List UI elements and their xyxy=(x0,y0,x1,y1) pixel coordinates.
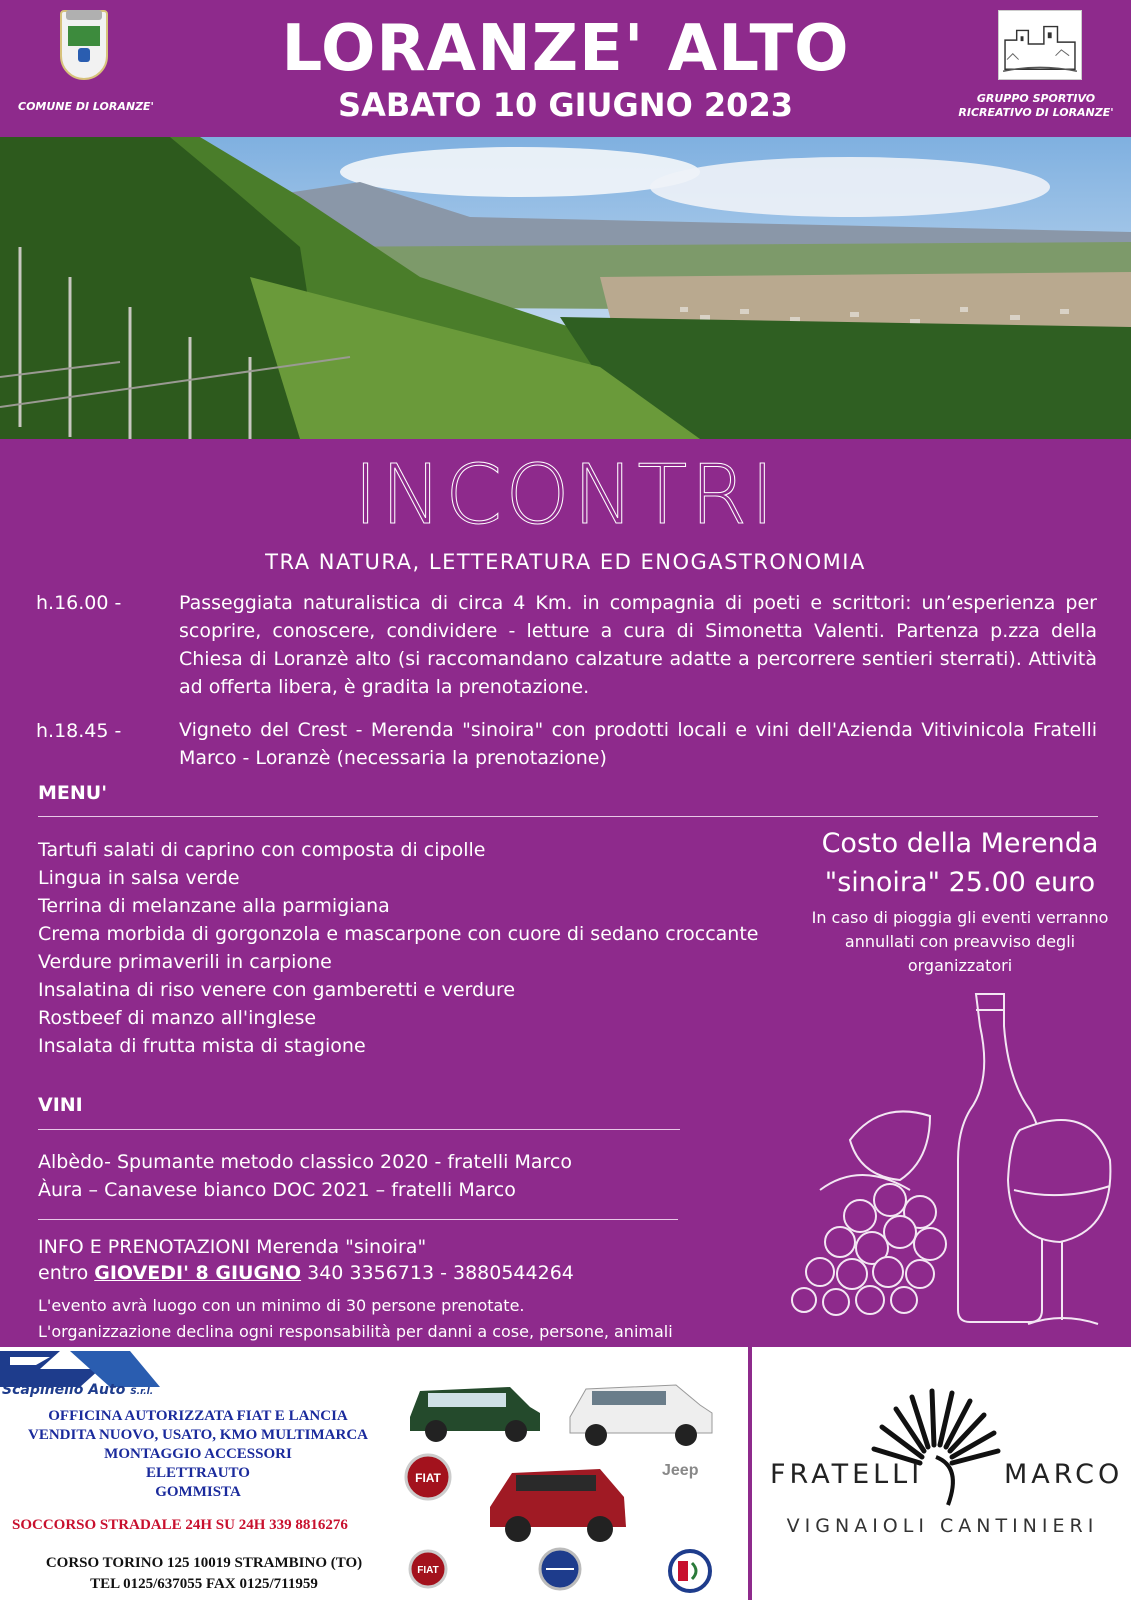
green-car-icon xyxy=(410,1387,540,1442)
cost-line-2: "sinoira" 25.00 euro xyxy=(824,867,1096,898)
info-divider xyxy=(38,1219,678,1220)
white-suv-icon xyxy=(570,1385,712,1446)
menu-item: Tartufi salati di caprino con composta di cipolle xyxy=(38,839,486,861)
menu-heading: MENU' xyxy=(38,782,108,804)
vini-list xyxy=(38,1148,572,1204)
wine-item: Albèdo- Spumante metodo classico 2020 - fratelli Marco xyxy=(38,1151,572,1173)
wine-item: Àura – Canavese bianco DOC 2021 – fratelli Marco xyxy=(38,1179,516,1201)
vini-heading: VINI xyxy=(38,1094,83,1116)
fiat-professional-logo xyxy=(410,1551,446,1587)
page-title: LORANZE' ALTO xyxy=(281,12,850,86)
menu-item: Crema morbida di gorgonzola e mascarpone con cuore di sedano croccante xyxy=(38,923,759,945)
red-car-icon xyxy=(490,1469,626,1542)
booking-phones: 340 3356713 - 3880544264 xyxy=(301,1262,574,1284)
menu-item: Insalata di frutta mista di stagione xyxy=(38,1035,366,1057)
gruppo-sportivo-caption: GRUPPO SPORTIVO RICREATIVO DI LORANZE' xyxy=(958,92,1114,119)
schedule-time-1: h.16.00 - xyxy=(36,592,122,614)
cost-line-1: Costo della Merenda xyxy=(821,828,1099,859)
event-title: INCONTRI xyxy=(353,448,778,543)
liability-note: L'organizzazione declina ogni responsabilità per danni a cose, persone, animali xyxy=(38,1322,673,1341)
fratelli-marco-sponsor-panel xyxy=(752,1347,1131,1600)
menu-item: Terrina di melanzane alla parmigiana xyxy=(38,895,390,917)
fratelli-marco-word-2: MARCO xyxy=(1004,1459,1124,1490)
roadside-assistance: SOCCORSO STRADALE 24H SU 24H 339 8816276 xyxy=(12,1517,348,1533)
menu-divider xyxy=(38,816,1098,817)
vineyard-landscape-photo xyxy=(0,137,1131,439)
menu-item: Verdure primaverili in carpione xyxy=(38,951,332,973)
event-date: SABATO 10 GIUGNO 2023 xyxy=(338,86,793,124)
vini-divider xyxy=(38,1129,680,1130)
fratelli-marco-tagline: VIGNAIOLI CANTINIERI xyxy=(786,1515,1099,1537)
schedule-time-2: h.18.45 - xyxy=(36,720,122,742)
fratelli-marco-word-1: FRATELLI xyxy=(770,1459,924,1490)
cost-box xyxy=(810,824,1110,902)
booking-deadline: GIOVEDI' 8 GIUGNO xyxy=(94,1262,302,1284)
service-line: ELETTRAUTO xyxy=(146,1465,250,1481)
menu-item: Rostbeef di manzo all'inglese xyxy=(38,1007,317,1029)
svg-text:Jeep: Jeep xyxy=(662,1462,699,1479)
info-heading: INFO E PRENOTAZIONI Merenda "sinoira" xyxy=(38,1236,427,1258)
rain-notice: In caso di pioggia gli eventi verranno annullati con preavviso degli organizzatori xyxy=(811,908,1109,975)
wine-bottle-grapes-illustration xyxy=(780,990,1120,1338)
lancia-logo xyxy=(540,1549,580,1589)
svg-text:FIAT: FIAT xyxy=(415,1471,441,1485)
svg-text:FIAT: FIAT xyxy=(417,1565,439,1576)
event-subtitle: TRA NATURA, LETTERATURA ED ENOGASTRONOMIA xyxy=(265,550,866,574)
service-line: VENDITA NUOVO, USATO, KMO MULTIMARCA xyxy=(27,1427,368,1443)
scapinello-logo-icon xyxy=(0,1347,160,1387)
scapinello-services xyxy=(8,1407,388,1502)
scapinello-name: Scapinello Auto S.r.l. xyxy=(2,1382,154,1398)
header-banner xyxy=(0,0,1131,137)
info-booking-line: entro GIOVEDI' 8 GIUGNO 340 3356713 - 3880544264 xyxy=(38,1262,574,1284)
castle-logo-icon xyxy=(998,10,1082,80)
minimum-attendance-note: L'evento avrà luogo con un minimo di 30 persone prenotate. xyxy=(38,1296,525,1315)
menu-item: Lingua in salsa verde xyxy=(38,867,240,889)
jeep-logo xyxy=(662,1462,699,1479)
service-line: OFFICINA AUTORIZZATA FIAT E LANCIA xyxy=(48,1408,348,1424)
menu-item: Insalatina di riso venere con gamberetti e verdure xyxy=(38,979,516,1001)
schedule-text-1: Passeggiata naturalistica di circa 4 Km. in compagnia di poeti e scrittori: un’esperienza per scoprire, conoscere, condividere - letture a cura di Simonetta Valenti. Partenza p.zza della Chiesa di Loranzè alto (si raccomandano calzature adatte a percorrere sentieri sterrati). Attività ad offerta libera, è gradita la prenotazione. xyxy=(179,592,1097,698)
menu-list xyxy=(38,836,758,1060)
fiat-logo xyxy=(406,1455,450,1499)
scapinello-sponsor-panel xyxy=(0,1347,748,1600)
comune-caption: COMUNE DI LORANZE' xyxy=(18,100,154,113)
scapinello-address: CORSO TORINO 125 10019 STRAMBINO (TO) TEL 0125/637055 FAX 0125/711959 xyxy=(45,1555,363,1592)
service-line: GOMMISTA xyxy=(155,1484,241,1500)
service-line: MONTAGGIO ACCESSORI xyxy=(104,1446,292,1462)
schedule-text-2: Vigneto del Crest - Merenda "sinoira" con prodotti locali e vini dell'Azienda Vitivinicola Fratelli Marco - Loranzè (necessaria la prenotazione) xyxy=(179,719,1097,769)
alfa-romeo-logo xyxy=(670,1551,710,1591)
car-brands-graphic xyxy=(400,1357,740,1597)
